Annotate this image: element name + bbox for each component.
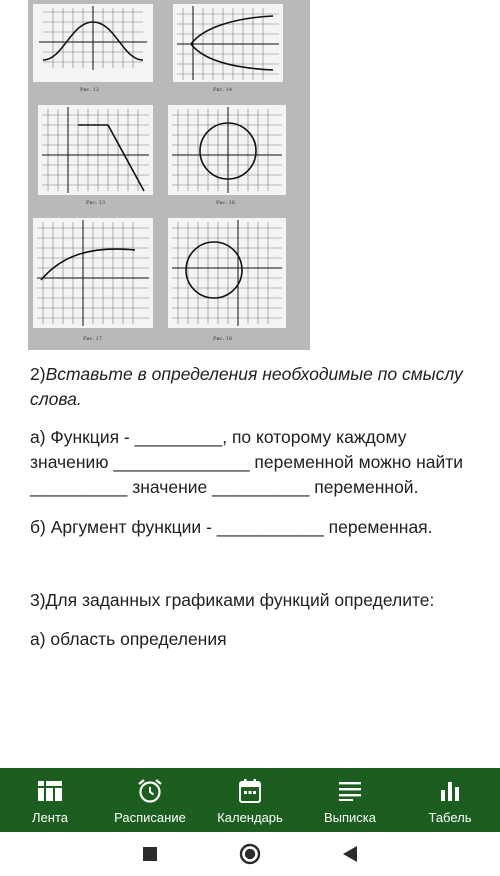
question-2-item-a: а) Функция - _________, по которому каждому значению ______________ переменной можно найти __________ значение __________ переменной. [30,427,464,497]
nav-item-feed-label: Лента [32,810,68,825]
bottom-navigation [0,768,500,832]
figure-12-graph [33,4,153,82]
figure-17 [33,218,153,328]
figure-16-graph [168,105,286,195]
nav-item-statement[interactable] [300,768,400,832]
nav-item-report-card-label: Табель [428,810,472,825]
question-2-text: Вставьте в определения необходимые по смыслу слова. [30,364,463,409]
figure-14-graph [173,4,283,82]
system-navigation-bar [0,832,500,876]
question-2-number: 2) [30,364,46,384]
nav-item-schedule-label: Расписание [114,810,186,825]
list-icon [337,778,363,804]
figure-13-caption: Рис. 13 [86,200,106,206]
back-button[interactable] [300,832,400,876]
recent-apps-button[interactable] [100,832,200,876]
question-3-item-a: а) область определения [30,629,227,649]
figure-13-graph [38,105,153,195]
figure-12-caption: Рис. 12 [80,87,100,93]
alarm-clock-icon [137,778,163,804]
feed-icon [37,778,63,804]
calendar-icon [237,778,263,804]
bar-chart-icon [437,778,463,804]
figure-18-graph [168,218,286,328]
figure-16-caption: Рис. 16 [216,200,236,206]
figure-18-caption: Рис. 18 [213,336,233,342]
figure-17-caption: Рис. 17 [83,336,103,342]
nav-item-statement-label: Выписка [323,810,377,825]
figure-12 [33,4,153,82]
figure-18 [168,218,286,328]
home-button[interactable] [200,832,300,876]
assignment-text [30,362,480,652]
nav-item-schedule[interactable] [100,768,200,832]
figure-14-caption: Рис. 14 [213,87,233,93]
question-2 [30,362,480,412]
question-2-item-b: б) Аргумент функции - ___________ переменная. [30,517,433,537]
figure-13 [38,105,153,195]
square-icon [143,847,157,861]
nav-item-report-card[interactable] [400,768,500,832]
circle-icon [239,843,261,865]
back-triangle-icon [342,845,358,863]
figure-17-graph [33,218,153,328]
question-3: 3)Для заданных графиками функций определите: [30,590,435,610]
figure-14 [173,4,283,82]
nav-item-calendar-label: Календарь [217,810,283,825]
figure-16 [168,105,286,195]
textbook-figures-image [28,0,310,350]
nav-item-calendar[interactable] [200,768,300,832]
nav-item-feed[interactable] [0,768,100,832]
